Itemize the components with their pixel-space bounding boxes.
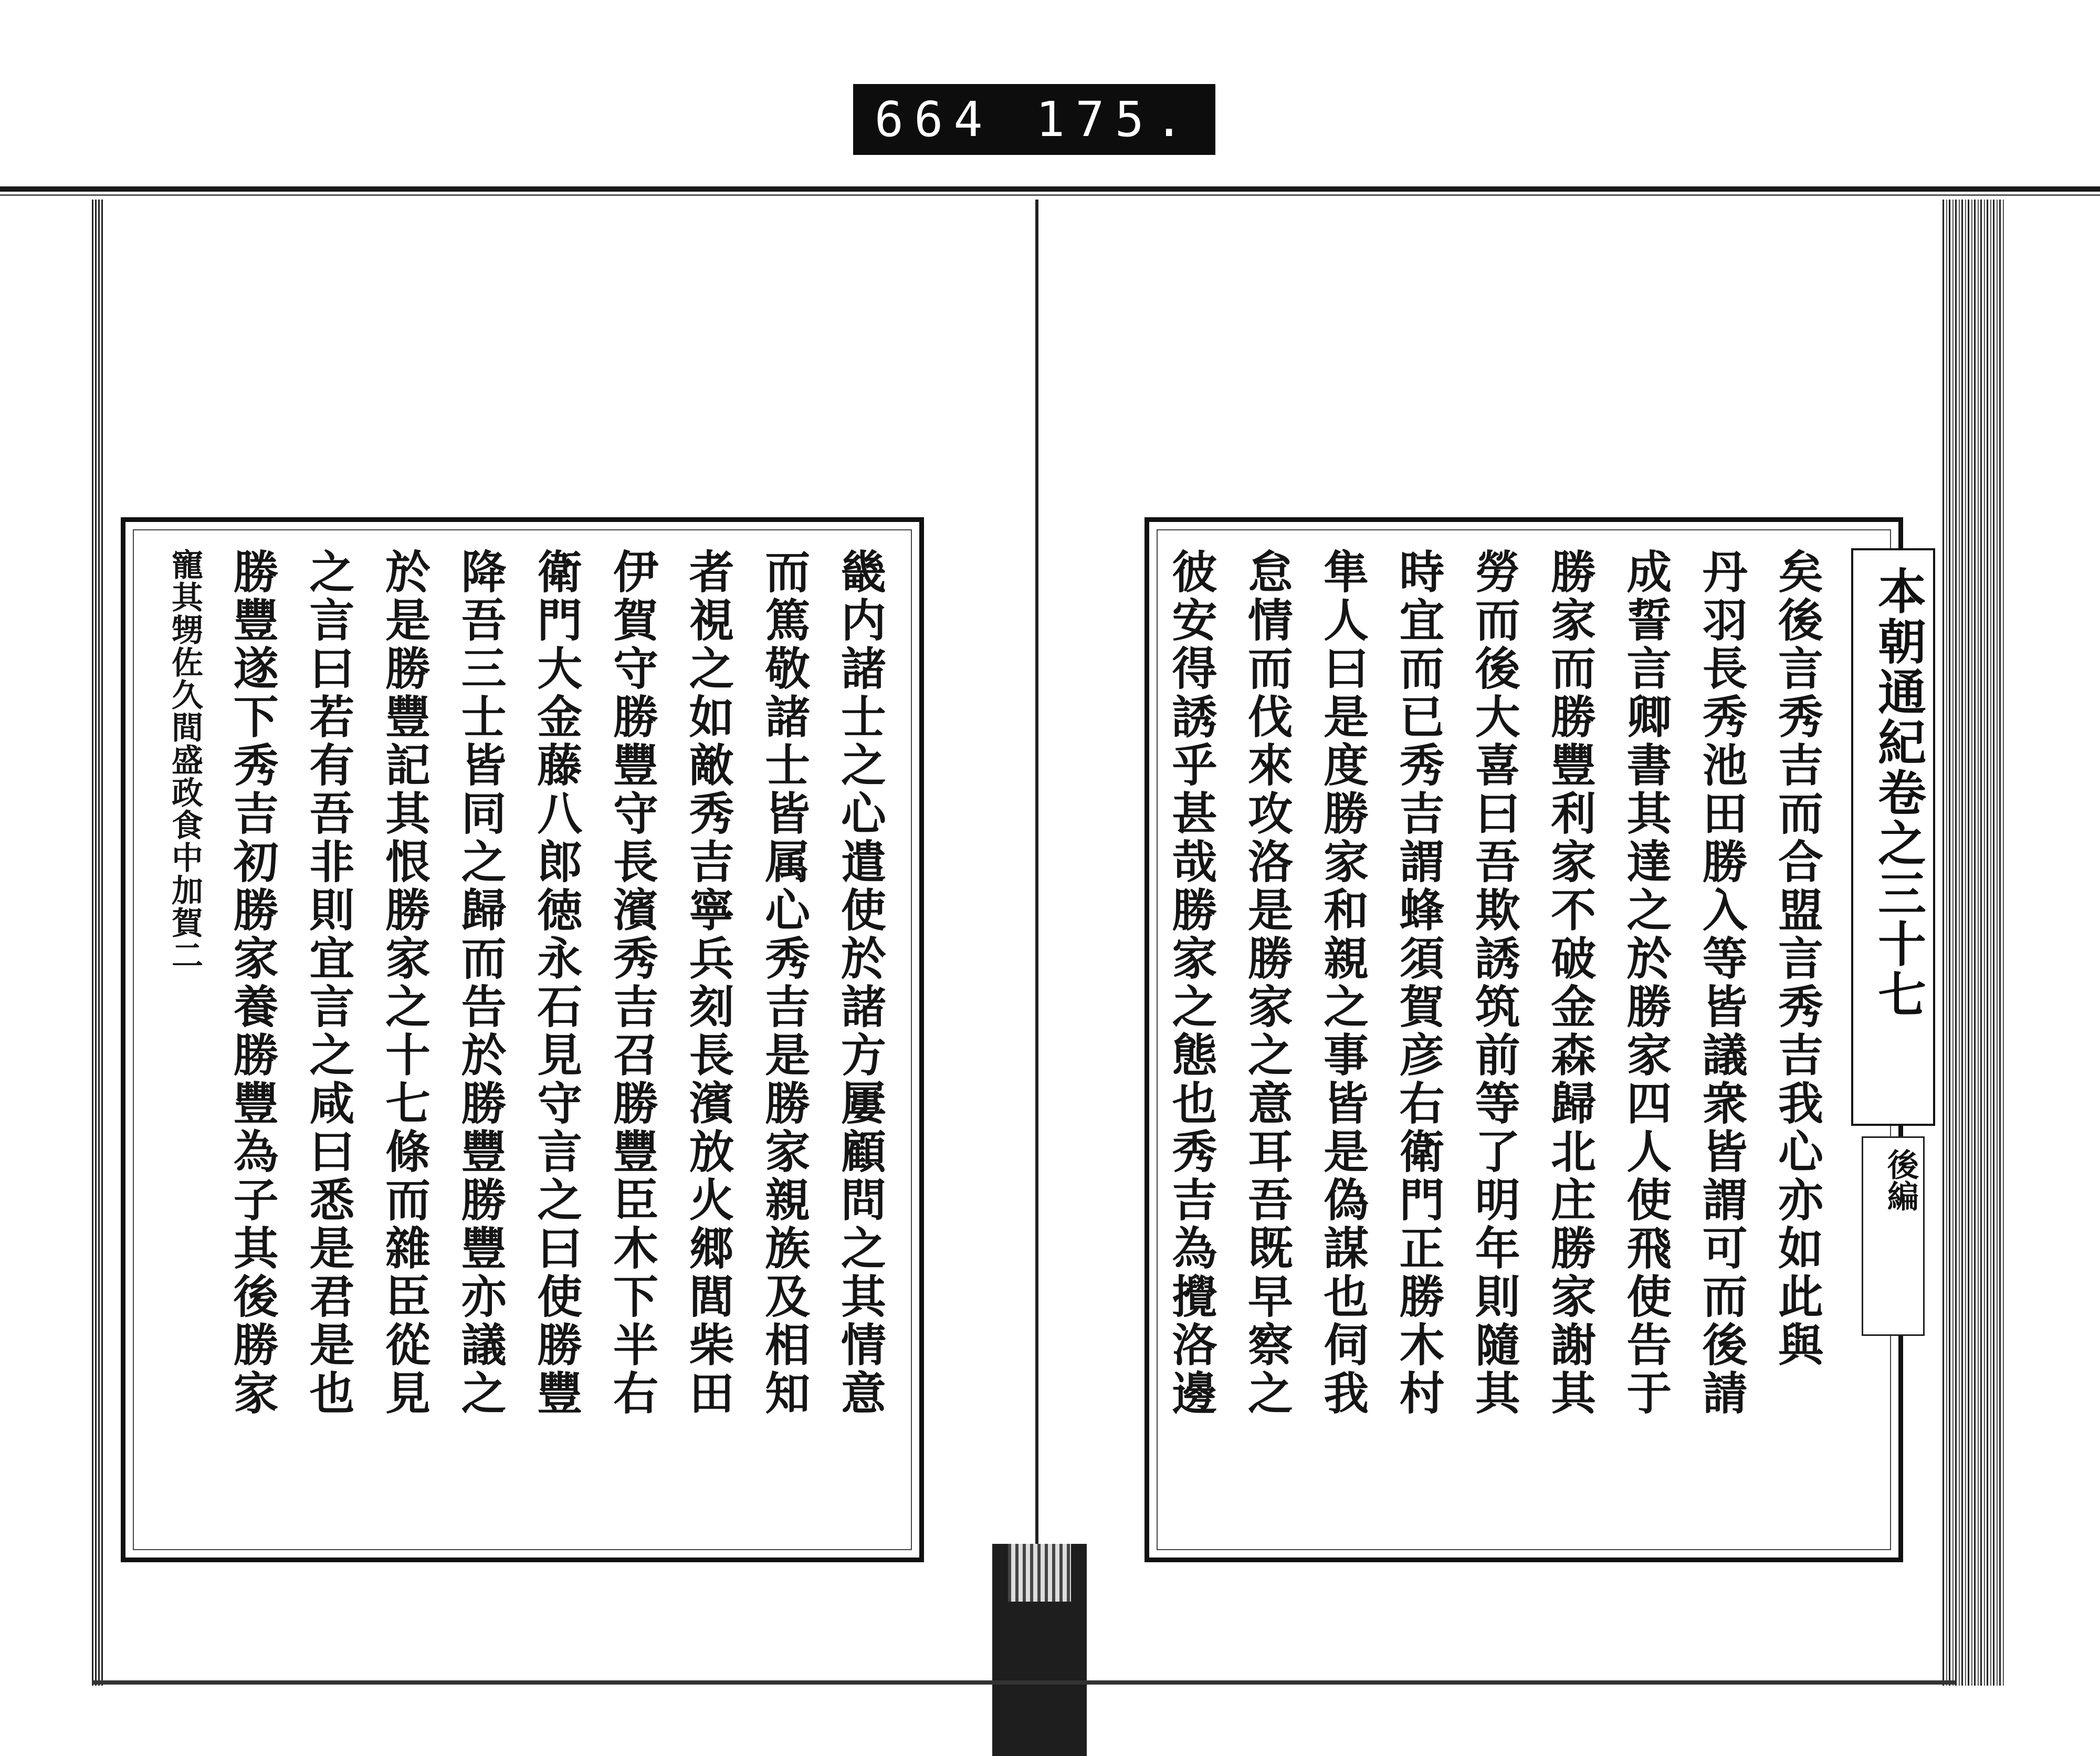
catalog-number-right: 175. — [1035, 91, 1194, 148]
text-column: 於是勝豐記其恨勝家之十七條而雜臣從見 — [377, 548, 430, 1418]
book-title-strip: 本朝通紀卷之三十七 — [1851, 548, 1935, 1126]
page-bottom-shadow — [92, 1680, 1956, 1685]
text-column: 勞而後大喜曰吾欺誘筑前等了明年則隨其 — [1467, 548, 1520, 1418]
catalog-label — [853, 84, 1215, 155]
text-column: 衛門大金藤八郎徳永石見守言之曰使勝豐 — [529, 548, 583, 1418]
text-column: 成誓言卿書其達之於勝家四人使飛使告于 — [1619, 548, 1672, 1418]
right-page-text-frame — [1144, 517, 1927, 1562]
text-column: 而篤敬諸士皆属心秀吉是勝家親族及相知 — [757, 548, 811, 1418]
top-rule-shadow — [0, 194, 2100, 196]
text-column: 畿内諸士之心遣使於諸方屢顧問之其情意 — [833, 548, 886, 1418]
text-column: 矣後言秀吉而合盟言秀吉我心亦如此與 — [1770, 548, 1823, 1370]
text-column: 勝豐遂下秀吉初勝家養勝豐為子其後勝家 — [225, 548, 279, 1418]
text-column-annotation: 寵其甥佐久間盛政食中加賀二 — [166, 548, 203, 971]
book-gutter — [1035, 200, 1038, 1756]
text-column: 怠情而伐來攻洛是勝家之意耳吾既早察之 — [1240, 548, 1293, 1418]
text-column: 降吾三士皆同之歸而告於勝豐勝豐亦議之 — [453, 548, 507, 1418]
left-page-columns — [165, 548, 888, 1547]
right-page-edge — [1942, 200, 2006, 1686]
text-column: 者視之如敵秀吉寧兵刻長濱放火郷閭柴田 — [681, 548, 734, 1418]
left-page-edge — [92, 200, 103, 1686]
spine-binding — [992, 1544, 1087, 1756]
text-column: 伊賀守勝豐守長濱秀吉召勝豐臣木下半右 — [605, 548, 658, 1418]
text-column: 時宜而已秀吉謂蜂須賀彦右衛門正勝木村 — [1391, 548, 1445, 1418]
book-subtitle-strip: 後編 — [1862, 1136, 1925, 1336]
left-page-text-frame — [121, 517, 924, 1562]
right-page-columns — [1162, 548, 1825, 1547]
text-column: 之言曰若有吾非則宜言之咸曰悉是君是也 — [301, 548, 355, 1418]
catalog-number-left: 664 — [874, 91, 993, 148]
text-column: 隼人曰是度勝家和親之事皆是偽謀也伺我 — [1316, 548, 1369, 1418]
text-column: 勝家而勝豐利家不破金森歸北庄勝家謝其 — [1543, 548, 1597, 1418]
top-rule — [0, 186, 2100, 192]
text-column: 彼安得誘乎甚哉勝家之態也秀吉為攪洛邊 — [1164, 548, 1217, 1418]
text-column: 丹羽長秀池田勝入等皆議衆皆謂可而後請 — [1694, 548, 1748, 1418]
